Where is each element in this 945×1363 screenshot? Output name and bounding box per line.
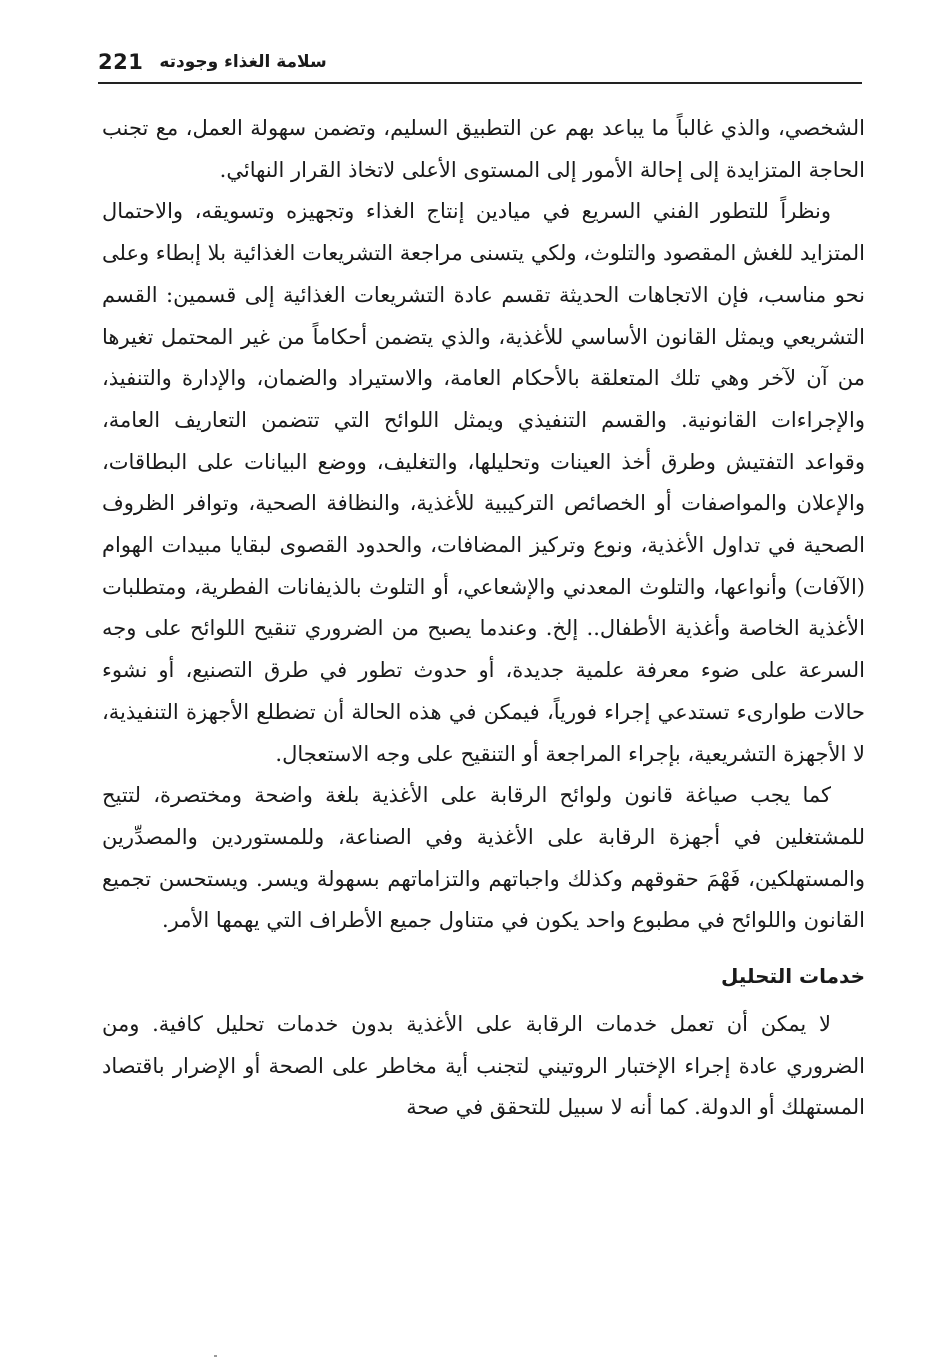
scan-speck (214, 1355, 217, 1357)
paragraph-analysis-services: لا يمكن أن تعمل خدمات الرقابة على الأغذية بدون خدمات تحليل كافية. ومن الضروري عادة إجراء الإختبار الروتيني لتجنب أية مخاطر على الصحة أو الإضرار باقتصاد المستهلك أو الدولة. كما أنه لا سبيل للتحقق في صحة (102, 1012, 865, 1120)
header-rule (98, 82, 862, 84)
paragraph-continued: الشخصي، والذي غالباً ما يباعد بهم عن التطبيق السليم، وتضمن سهولة العمل، مع تجنب الحاجة المتزايدة إلى إحالة الأمور إلى المستوى الأعلى لاتخاذ القرار النهائي. (102, 116, 865, 182)
paragraph-legislation-division: ونظراً للتطور الفني السريع في ميادين إنتاج الغذاء وتجهيزه وتسويقه، والاحتمال المتزايد للغش المقصود والتلوث، ولكي يتسنى مراجعة التشريعات الغذائية بلا إبطاء وعلى نحو مناسب، فإن الاتجاهات الحديثة تقسم عادة التشريعات الغذائية إلى قسمين: القسم التشريعي ويمثل القانون الأساسي للأغذية، والذي يتضمن أحكاماً من غير المحتمل تغيرها من آن لآخر وهي تلك المتعلقة بالأحكام العامة، والاستيراد والضمان، والإدارة والتنفيذ، والإجراءات القانونية. والقسم التنفيذي ويمثل اللوائح التي تتضمن التعاريف العامة، وقواعد التفتيش وطرق أخذ العينات وتحليلها، والتغليف، ووضع البيانات على البطاقات، والإعلان والمواصفات أو الخصائص التركيبية للأغذية، والنظافة الصحية، وتوافر الظروف الصحية في تداول الأغذية، ونوع وتركيز المضافات، والحدود القصوى لبقايا مبيدات الهوام (الآفات) وأنواعها، والتلوث المعدني والإشعاعي، أو التلوث بالذيفانات الفطرية، ومتطلبات الأغذية الخاصة وأغذية الأطفال.. إلخ. وعندما يصبح من الضروري تنقيح اللوائح على وجه السرعة على ضوء معرفة علمية جديدة، أو حدوث تطور في طرق التصنيع، أو نشوء حالات طوارىء تستدعي إجراء فورياً، فيمكن في هذه الحالة أن تضطلع الأجهزة التنفيذية، لا الأجهزة التشريعية، بإجراء المراجعة أو التنقيح على وجه الاستعجال. (102, 199, 865, 766)
running-title: سلامة الغذاء وجودته (159, 52, 327, 72)
section-heading: خدمات التحليل (720, 964, 865, 989)
body-text (102, 108, 865, 1129)
paragraph-clear-language: كما يجب صياغة قانون ولوائح الرقابة على الأغذية بلغة واضحة ومختصرة، لتتيح للمشتغلين في أجهزة الرقابة على الأغذية وفي الصناعة، وللمستوردين والمصدِّرين والمستهلكين، فَهْمَ حقوقهم وكذلك واجباتهم والتزاماتهم بسهولة ويسر. ويستحسن تجميع القانون واللوائح في مطبوع واحد يكون في متناول جميع الأطراف التي يهمها الأمر. (102, 783, 865, 933)
page-number: 221 (98, 50, 144, 74)
running-head (98, 44, 862, 80)
